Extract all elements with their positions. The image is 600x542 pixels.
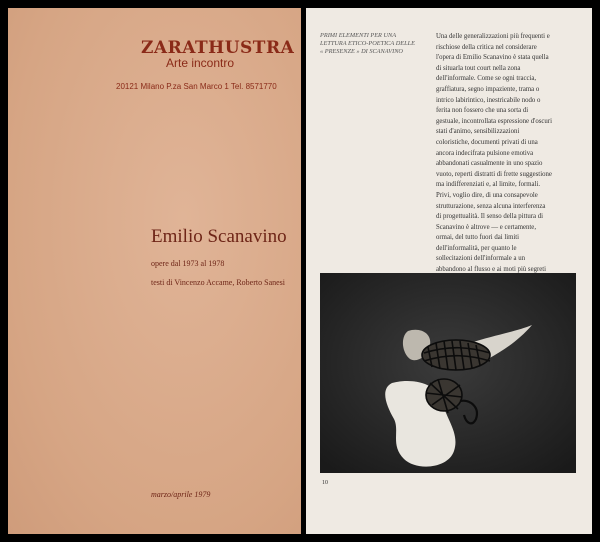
exhibition-date: marzo/aprile 1979 [151, 490, 211, 499]
body-line: ferita non fossero che una sorta di [436, 107, 529, 115]
exhibition-title: Emilio Scanavino [151, 226, 287, 247]
artwork-image [320, 273, 576, 473]
body-line: l'opera di Emilio Scanavino è stata quella [436, 54, 549, 62]
essay-heading [320, 32, 432, 56]
body-line: abbandono al flusso e ai moti più segreti [436, 266, 547, 274]
body-line: gestuale, incontrollata espressione d'oscuri [436, 117, 552, 125]
works-dates: opere dal 1973 al 1978 [151, 259, 225, 268]
body-line: coloristiche, documenti privati di una [436, 138, 538, 146]
body-line: strutturazione, senza alcuna interferenza [436, 202, 546, 210]
artwork-photo [320, 273, 576, 473]
body-line: stati d'animo, sensibilizzazioni [436, 128, 520, 136]
gallery-subtitle: Arte incontro [166, 56, 235, 70]
heading-line: PRIMI ELEMENTI PER UNA [320, 32, 397, 39]
body-line: di progettualità. Il senso della pittura di [436, 213, 544, 221]
body-line: Una delle generalizzazioni più frequenti e [436, 33, 550, 40]
catalog-inner-page [306, 8, 592, 534]
heading-line: LETTURA ETICO-POETICA DELLE [320, 40, 415, 47]
texts-authors: testi di Vincenzo Accame, Roberto Sanesi [151, 278, 286, 287]
body-line: Privi, voglio dire, di una consapevole [436, 191, 538, 199]
heading-line: « PRESENZE » DI SCANAVINO [320, 48, 403, 55]
body-line: vuoto, reperti distratti di frette suggestione [436, 170, 552, 178]
body-line: ormai, del tutto fuori dai limiti [436, 234, 520, 242]
body-line: graffiatura, segno impaziente, trama o [436, 85, 540, 93]
essay-body [436, 32, 586, 307]
body-line: rischiose della critica nel considerare [436, 43, 537, 51]
body-line: ancora indecifrata pulsione emotiva [436, 149, 534, 157]
body-line: dell'informale. Come se ogni traccia, [436, 75, 537, 83]
gallery-logo: ZARATHUSTRA [141, 38, 295, 58]
body-line: di situarla tout court nella zona [436, 64, 521, 72]
body-line: abbandonati casualmente in uno spazio [436, 160, 543, 168]
body-line: Scanavino è altrove — e certamente, [436, 223, 537, 231]
body-line: intrico labirintico, inestricabile nodo o [436, 96, 541, 104]
body-line: dell'informalità, per quanto le [436, 244, 517, 252]
gallery-address: 20121 Milano P.za San Marco 1 Tel. 8571770 [116, 82, 277, 91]
body-line: sollecitazioni dell'informale a un [436, 255, 525, 263]
page-number: 10 [322, 480, 328, 486]
body-line: ma indifferenziati e, al limite, formali. [436, 181, 541, 189]
catalog-cover-page [8, 8, 301, 534]
